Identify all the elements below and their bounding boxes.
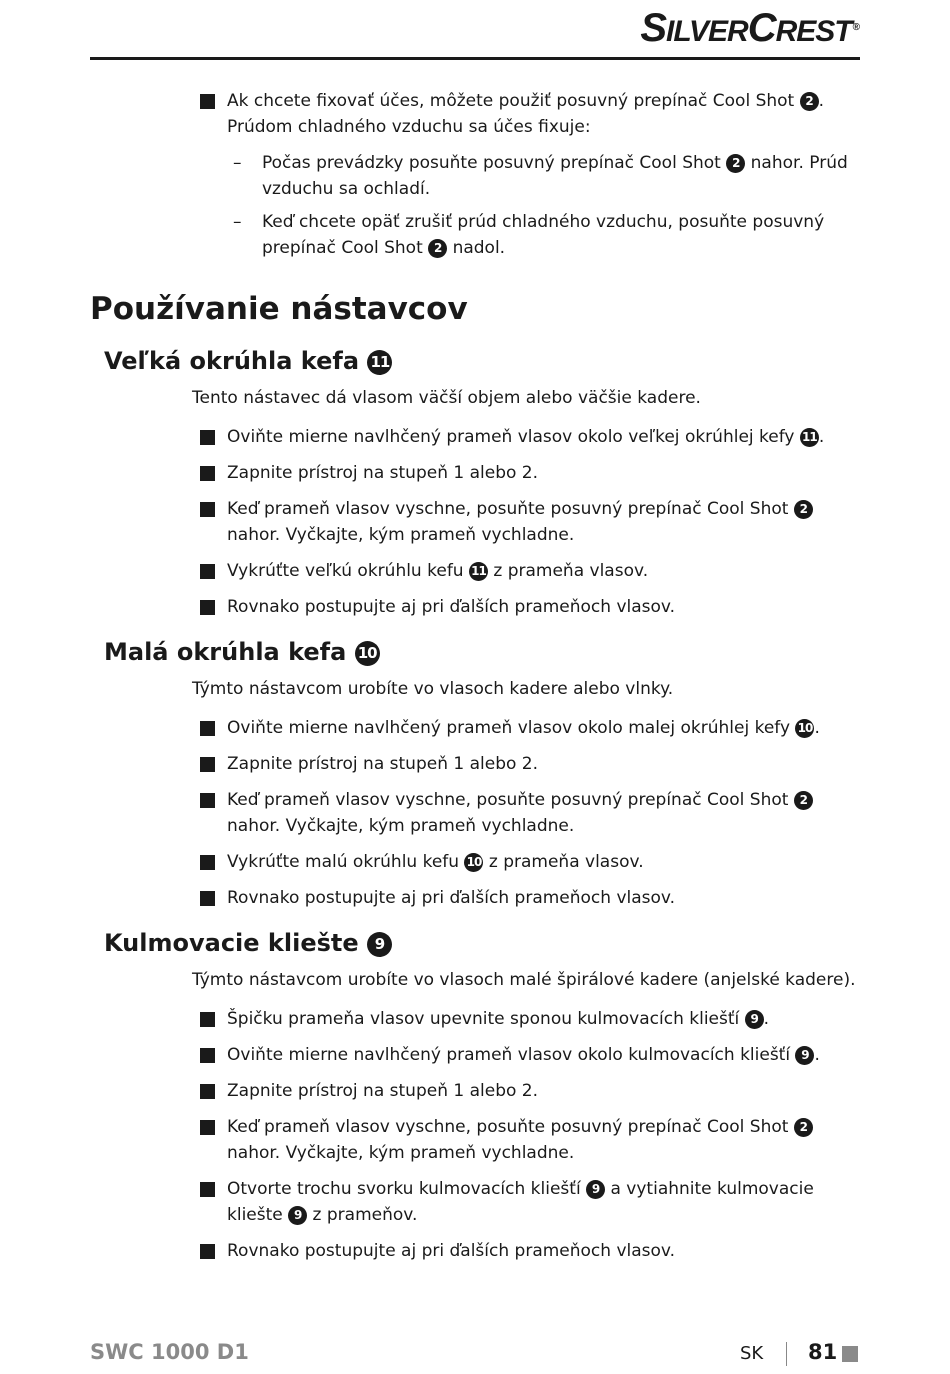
list-item: Keď prameň vlasov vyschne, posuňte posuvný prepínač Cool Shot 2 nahor. Vyčkajte, kým prameň vychladne. (90, 787, 862, 839)
list-item: Vykrúťte malú okrúhlu kefu 10 z prameňa vlasov. (90, 849, 862, 875)
list-item: Zapnite prístroj na stupeň 1 alebo 2. (90, 1078, 862, 1104)
bullet-square-icon (200, 1120, 215, 1135)
bullet-square-icon (200, 466, 215, 481)
part-number-badge: 9 (288, 1206, 307, 1225)
part-number-badge: 11 (469, 562, 488, 581)
part-number-badge: 2 (794, 791, 813, 810)
footer-model: SWC 1000 D1 (90, 1340, 249, 1364)
list-item: Zapnite prístroj na stupeň 1 alebo 2. (90, 751, 862, 777)
bullet-square-icon (200, 793, 215, 808)
footer-language: SK (740, 1343, 764, 1364)
part-number-badge: 2 (800, 92, 819, 111)
bullet-square-icon (200, 1244, 215, 1259)
bullet-square-icon (200, 721, 215, 736)
footer-square-icon (842, 1346, 858, 1362)
part-number-badge: 10 (464, 853, 483, 872)
section-intro: Týmto nástavcom urobíte vo vlasoch kadere alebo vlnky. (192, 679, 674, 699)
part-number-badge: 11 (800, 428, 819, 447)
part-number-badge: 11 (367, 350, 392, 375)
page-title: Používanie nástavcov (90, 291, 468, 327)
list-item: Keď prameň vlasov vyschne, posuňte posuvný prepínač Cool Shot 2 nahor. Vyčkajte, kým prameň vychladne. (90, 1114, 862, 1166)
part-number-badge: 9 (795, 1046, 814, 1065)
list-item: Zapnite prístroj na stupeň 1 alebo 2. (90, 460, 862, 486)
part-number-badge: 9 (745, 1010, 764, 1029)
part-number-badge: 10 (355, 641, 380, 666)
bullet-square-icon (200, 1012, 215, 1027)
list-item: Rovnako postupujte aj pri ďalších prameňoch vlasov. (90, 885, 862, 911)
bullet-square-icon (200, 757, 215, 772)
section-heading: Kulmovacie kliešte 9 (104, 925, 862, 961)
list-item: Oviňte mierne navlhčený prameň vlasov okolo kulmovacích kliešťí 9 . (90, 1042, 862, 1068)
part-number-badge: 10 (795, 719, 814, 738)
footer-separator (786, 1342, 787, 1366)
bullet-square-icon (200, 502, 215, 517)
list-item: Vykrúťte veľkú okrúhlu kefu 11 z prameňa vlasov. (90, 558, 862, 584)
section-intro: Týmto nástavcom urobíte vo vlasoch malé špirálové kadere (anjelské kadere). (192, 970, 856, 990)
bullet-square-icon (200, 564, 215, 579)
page-number: 81 (808, 1340, 838, 1364)
section-heading: Veľká okrúhla kefa 11 (104, 343, 862, 379)
list-item: Keď prameň vlasov vyschne, posuňte posuvný prepínač Cool Shot 2 nahor. Vyčkajte, kým prameň vychladne. (90, 496, 862, 548)
bullet-square-icon (200, 891, 215, 906)
dash-item: – Keď chcete opäť zrušiť prúd chladného vzduchu, posuňte posuvný prepínač Cool Shot 2 nadol. (233, 212, 825, 258)
bullet-square-icon (200, 94, 215, 109)
bullet-square-icon (200, 1182, 215, 1197)
list-item: Ak chcete fixovať účes, môžete použiť posuvný prepínač Cool Shot 2 . Prúdom chladného vzduchu sa účes fixuje: (90, 88, 862, 140)
part-number-badge: 2 (794, 1118, 813, 1137)
bullet-square-icon (200, 1084, 215, 1099)
list-item: Oviňte mierne navlhčený prameň vlasov okolo veľkej okrúhlej kefy 11 . (90, 424, 862, 450)
page-content (90, 88, 862, 1274)
list-item: Rovnako postupujte aj pri ďalších prameňoch vlasov. (90, 594, 862, 620)
bullet-square-icon (200, 430, 215, 445)
list-item: Oviňte mierne navlhčený prameň vlasov okolo malej okrúhlej kefy 10 . (90, 715, 862, 741)
section-intro: Tento nástavec dá vlasom väčší objem alebo väčšie kadere. (192, 388, 701, 408)
header-rule (90, 57, 860, 60)
bullet-square-icon (200, 600, 215, 615)
bullet-square-icon (200, 1048, 215, 1063)
list-item: Rovnako postupujte aj pri ďalších prameňoch vlasov. (90, 1238, 862, 1264)
part-number-badge: 9 (586, 1180, 605, 1199)
sections (90, 343, 862, 1264)
dash-item: – Počas prevádzky posuňte posuvný prepínač Cool Shot 2 nahor. Prúd vzduchu sa ochladí. (233, 153, 848, 199)
part-number-badge: 2 (428, 239, 447, 258)
brand-logo: SILVERCREST® (640, 6, 859, 50)
part-number-badge: 2 (726, 154, 745, 173)
part-number-badge: 9 (367, 932, 392, 957)
bullet-square-icon (200, 855, 215, 870)
section-heading: Malá okrúhla kefa 10 (104, 634, 862, 670)
list-item: Špičku prameňa vlasov upevnite sponou kulmovacích kliešťí 9 . (90, 1006, 862, 1032)
part-number-badge: 2 (794, 500, 813, 519)
list-item: Otvorte trochu svorku kulmovacích kliešťí 9 a vytiahnite kulmovacie kliešte 9 z prameňov. (90, 1176, 862, 1228)
